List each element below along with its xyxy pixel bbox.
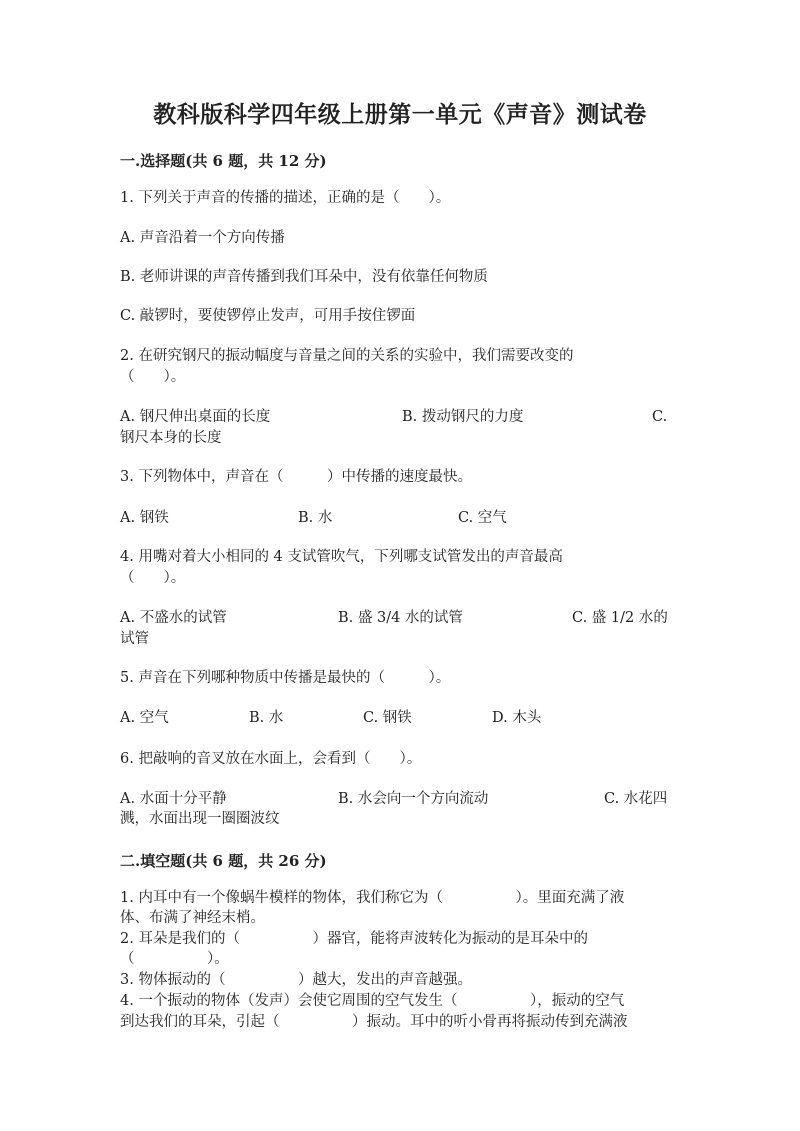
question-5-option-a: A. 空气 (120, 710, 169, 726)
question-6-option-c-label: C. 水花四 (604, 791, 668, 807)
question-2-option-a: A. 钢尺伸出桌面的长度 (120, 409, 271, 425)
question-3-option-c: C. 空气 (458, 510, 507, 526)
question-2-option-c-text: 钢尺本身的长度 (120, 430, 222, 446)
question-6-stem: 6. 把敲响的音叉放在水面上，会看到（ ）。 (120, 751, 422, 767)
question-3-stem: 3. 下列物体中，声音在（ ）中传播的速度最快。 (120, 469, 472, 485)
question-5-option-d: D. 木头 (492, 710, 542, 726)
fill-blank-line: 到达我们的耳朵，引起（ ）振动。耳中的听小骨再将振动传到充满液 (120, 1014, 628, 1030)
fill-blank-line: 4. 一个振动的物体（发声）会使它周围的空气发生（ ），振动的空气 (120, 993, 625, 1009)
fill-blank-line: 体、布满了神经末梢。 (120, 910, 265, 926)
question-4-stem-line2: （ ）。 (120, 570, 186, 586)
question-1-option-b: B. 老师讲课的声音传播到我们耳朵中，没有依靠任何物质 (120, 269, 488, 285)
question-3-option-b: B. 水 (298, 510, 333, 526)
question-4-stem-line1: 4. 用嘴对着大小相同的 4 支试管吹气，下列哪支试管发出的声音最高 (120, 549, 563, 565)
question-5-option-b: B. 水 (249, 710, 284, 726)
question-4-option-c-text: 试管 (120, 631, 149, 647)
question-1-option-c: C. 敲锣时，要使锣停止发声，可用手按住锣面 (120, 308, 416, 324)
question-6-option-a: A. 水面十分平静 (120, 791, 227, 807)
question-4-option-a: A. 不盛水的试管 (120, 610, 227, 626)
question-1-option-a: A. 声音沿着一个方向传播 (120, 230, 285, 246)
question-1-stem: 1. 下列关于声音的传播的描述，正确的是（ ）。 (120, 190, 451, 206)
fill-blank-line: 1. 内耳中有一个像蜗牛模样的物体，我们称它为（ ）。里面充满了液 (120, 890, 625, 906)
question-2-option-b: B. 拨动钢尺的力度 (402, 409, 524, 425)
fill-blank-line: （ ）。 (120, 951, 229, 967)
question-2-option-c-label: C. (652, 409, 668, 425)
question-3-option-a: A. 钢铁 (120, 510, 169, 526)
page-title: 教科版科学四年级上册第一单元《声音》测试卷 (153, 101, 647, 128)
question-5-option-c: C. 钢铁 (363, 710, 412, 726)
question-4-option-b: B. 盛 3/4 水的试管 (338, 610, 463, 626)
question-4-option-c-label: C. 盛 1/2 水的 (572, 610, 668, 626)
section-2-heading: 二.填空题(共 6 题，共 26 分) (120, 852, 327, 870)
question-2-stem-line2: （ ）。 (120, 369, 186, 385)
question-6-option-b: B. 水会向一个方向流动 (338, 791, 489, 807)
question-6-option-c-text: 溅，水面出现一圈圈波纹 (120, 811, 280, 827)
fill-blank-line: 2. 耳朵是我们的（ ）器官，能将声波转化为振动的是耳朵中的 (120, 931, 588, 947)
fill-blank-line: 3. 物体振动的（ ）越大，发出的声音越强。 (120, 972, 472, 988)
section-1-heading: 一.选择题(共 6 题，共 12 分) (120, 152, 327, 170)
question-5-stem: 5. 声音在下列哪种物质中传播是最快的（ ）。 (120, 670, 451, 686)
question-2-stem-line1: 2. 在研究钢尺的振动幅度与音量之间的关系的实验中，我们需要改变的 (120, 348, 574, 364)
